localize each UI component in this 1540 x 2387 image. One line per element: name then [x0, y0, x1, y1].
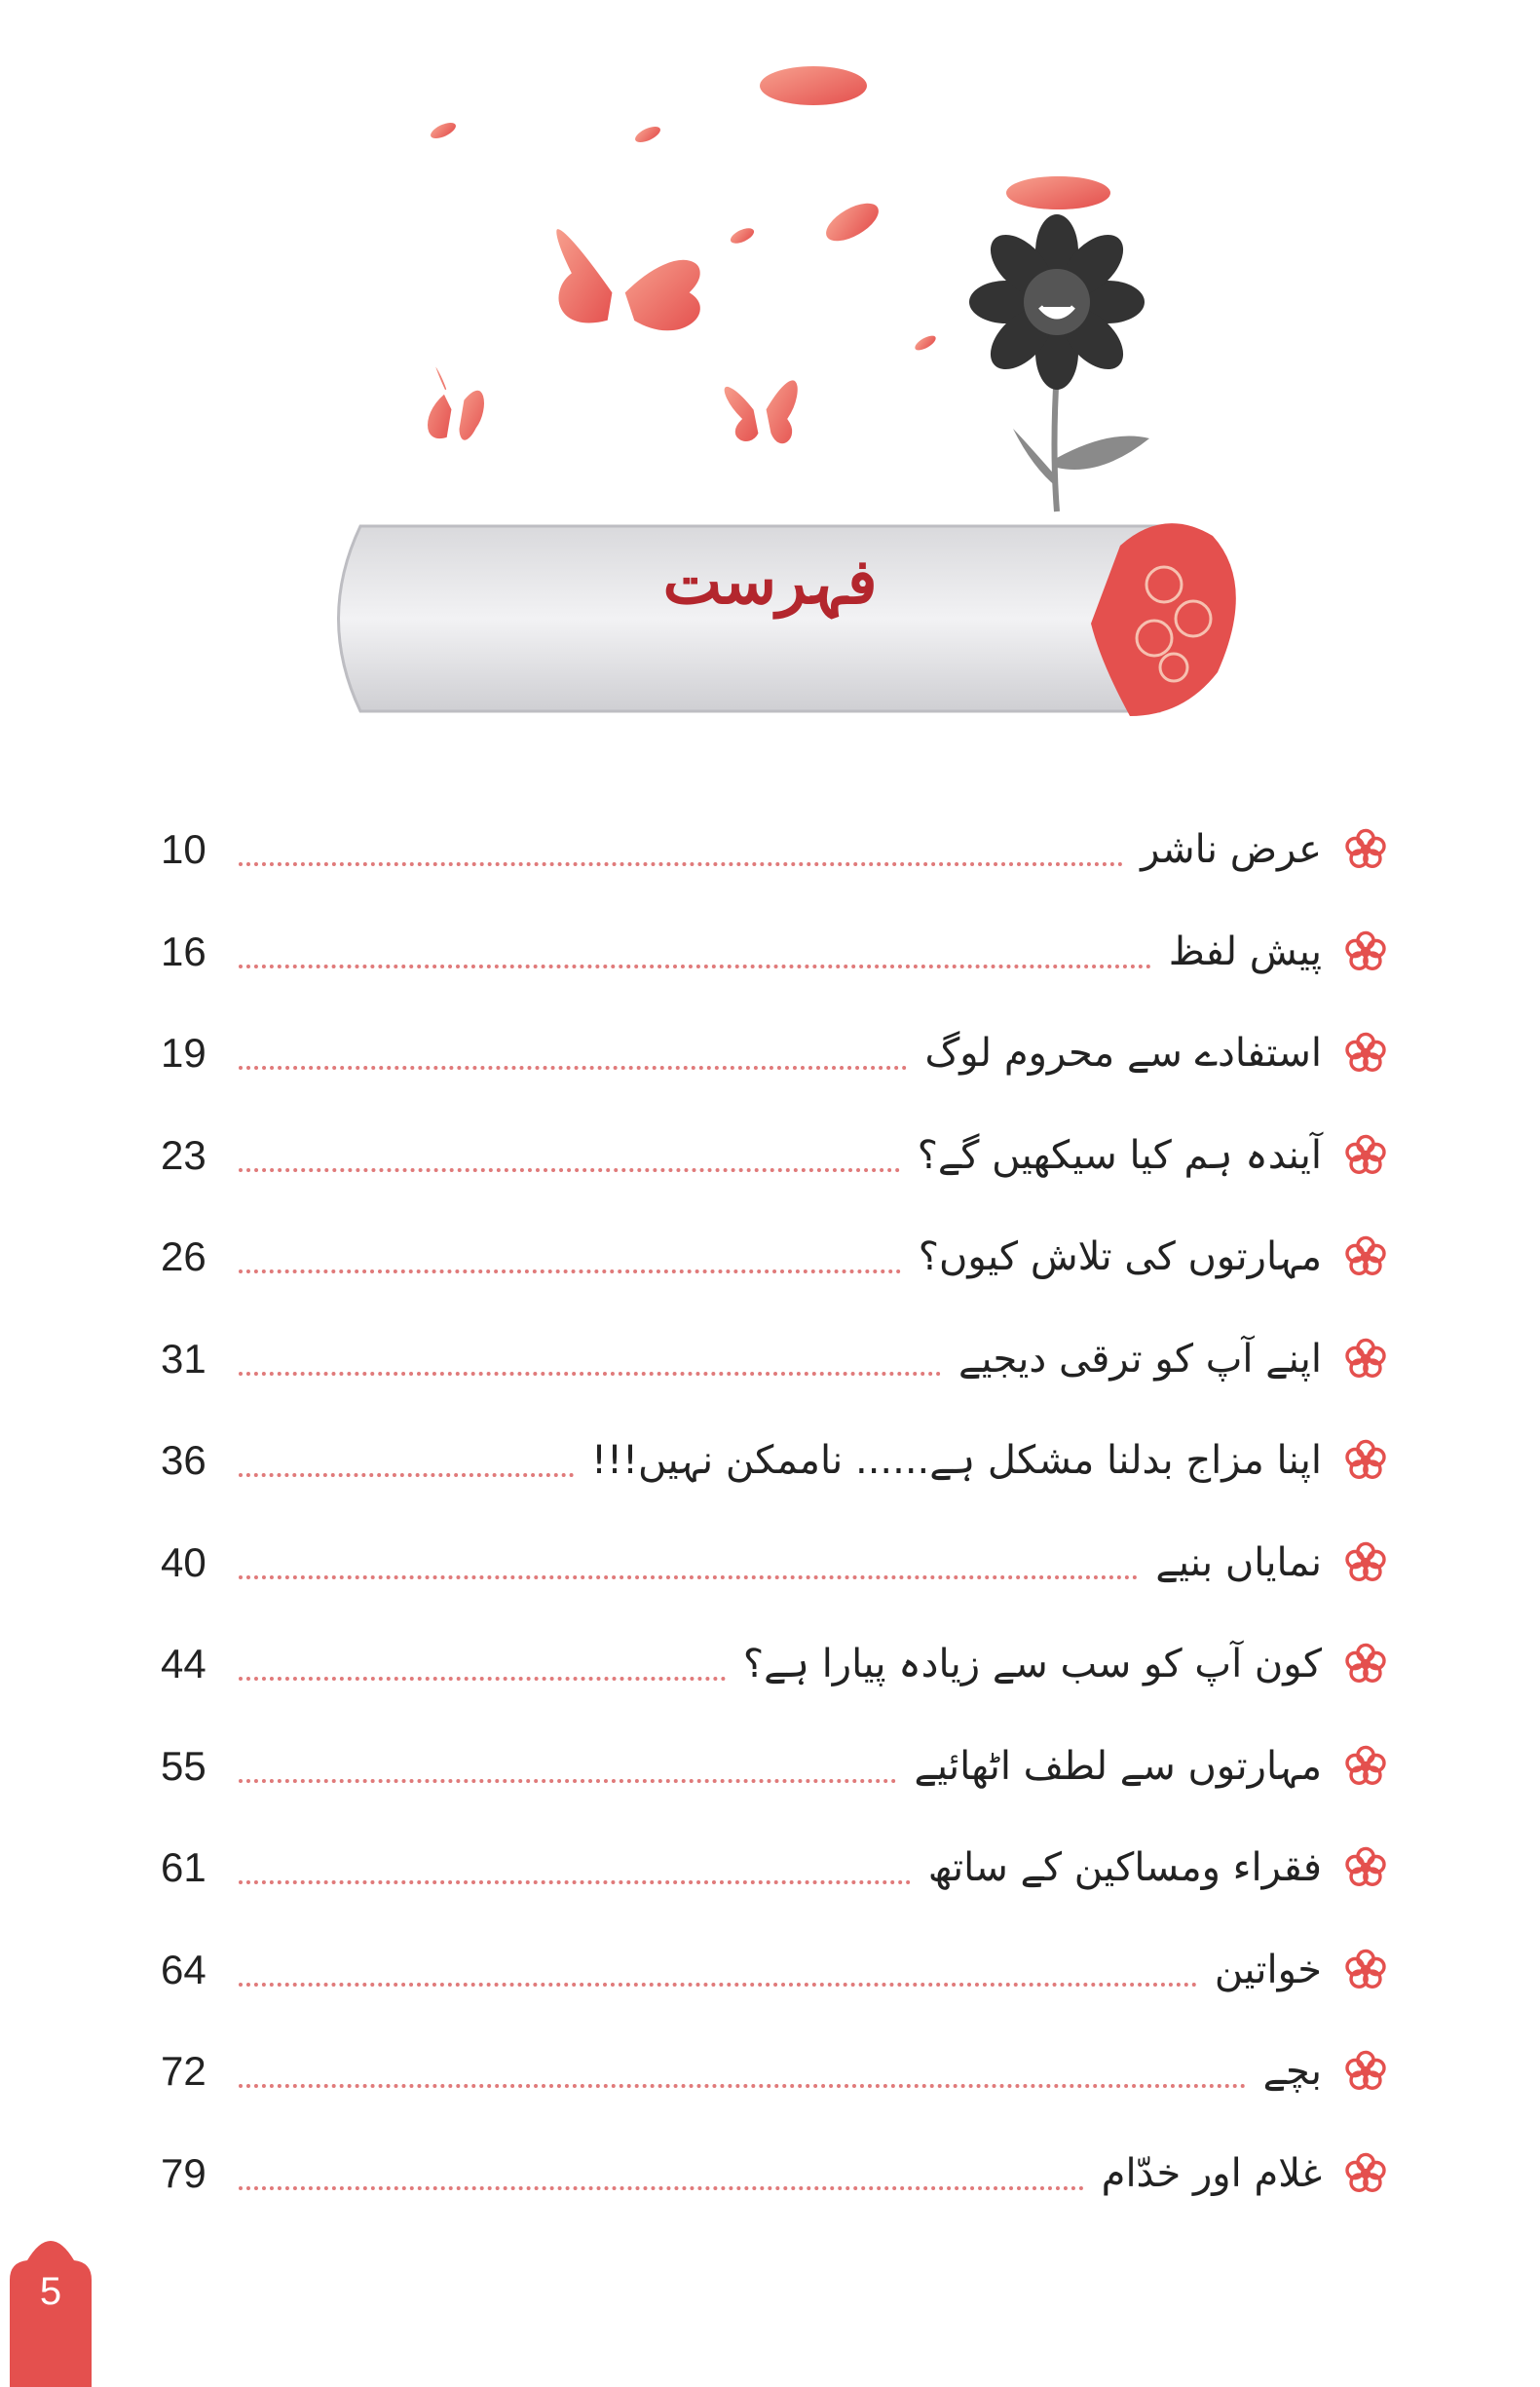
flower-bullet-icon — [1343, 827, 1388, 872]
butterfly-icon — [427, 363, 486, 442]
flower-bullet-icon — [1343, 1133, 1388, 1178]
toc-title: غلام اور خدّام — [1101, 2150, 1322, 2196]
toc-row[interactable] — [161, 1512, 1388, 1614]
dot-leader — [239, 2084, 1246, 2088]
dot-leader — [239, 2186, 1084, 2190]
dot-leader — [239, 1372, 941, 1376]
dot-leader — [239, 1269, 901, 1273]
toc-title: فقراء ومساکین کے ساتھ — [927, 1845, 1322, 1891]
flower-bullet-icon — [1343, 1744, 1388, 1789]
dot-leader — [239, 965, 1151, 968]
toc-title: مہارتوں کی تلاش کیوں؟ — [918, 1234, 1322, 1280]
toc-title: نمایاں بنیے — [1155, 1539, 1322, 1585]
toc-row[interactable] — [161, 2123, 1388, 2225]
page-title: فہرست — [662, 546, 878, 619]
page-number: 5 — [39, 2270, 62, 2313]
flower-bullet-icon — [1343, 1031, 1388, 1076]
toc-row[interactable] — [161, 1105, 1388, 1207]
dot-leader — [239, 1066, 907, 1070]
toc-title: اپنے آپ کو ترقی دیجیے — [958, 1336, 1322, 1382]
flower-bullet-icon — [1343, 1948, 1388, 1992]
toc-row[interactable] — [161, 901, 1388, 1004]
toc-page: 72 — [161, 2048, 207, 2095]
toc-row[interactable] — [161, 1003, 1388, 1105]
toc-page: 61 — [161, 1844, 207, 1891]
flower-bullet-icon — [1343, 1337, 1388, 1382]
toc-page: 10 — [161, 826, 207, 873]
toc-title: آیندہ ہم کیا سیکھیں گے؟ — [917, 1132, 1322, 1178]
toc-page: 36 — [161, 1437, 207, 1484]
toc-page: 79 — [161, 2149, 207, 2196]
flower-bullet-icon — [1343, 1642, 1388, 1686]
toc-title: کون آپ کو سب سے زیادہ پیارا ہے؟ — [742, 1642, 1322, 1687]
toc-row[interactable] — [161, 1410, 1388, 1512]
dot-leader — [239, 1575, 1138, 1579]
dot-leader — [239, 1168, 900, 1172]
butterfly-icon — [723, 379, 799, 445]
toc-title: استفادے سے محروم لوگ — [924, 1031, 1322, 1077]
toc-row[interactable] — [161, 1308, 1388, 1411]
flower-bullet-icon — [1343, 2049, 1388, 2094]
toc-page: 19 — [161, 1030, 207, 1077]
header-illustration — [0, 0, 1540, 740]
toc-title: خواتین — [1214, 1947, 1322, 1992]
toc-page: 55 — [161, 1742, 207, 1789]
toc-page: 16 — [161, 928, 207, 974]
toc-row[interactable] — [161, 1716, 1388, 1818]
dot-leader — [239, 862, 1123, 866]
toc-title: اپنا مزاج بدلنا مشکل ہے...... ناممکن نہیں!!! — [590, 1438, 1322, 1484]
flower-bullet-icon — [1343, 1540, 1388, 1585]
toc-page: 23 — [161, 1131, 207, 1178]
toc-row[interactable] — [161, 2021, 1388, 2123]
toc-row[interactable] — [161, 799, 1388, 901]
toc-page: 26 — [161, 1233, 207, 1280]
dot-leader — [239, 1779, 896, 1783]
flower-bullet-icon — [1343, 929, 1388, 974]
toc-row[interactable] — [161, 1613, 1388, 1716]
toc-page: 64 — [161, 1946, 207, 1992]
toc-row[interactable] — [161, 1817, 1388, 1919]
toc-page: 44 — [161, 1641, 207, 1687]
flower-bullet-icon — [1343, 1438, 1388, 1483]
flower-bullet-icon — [1343, 1234, 1388, 1279]
toc-title: پیش لفظ — [1168, 928, 1322, 974]
flower-bullet-icon — [1343, 2151, 1388, 2196]
dot-leader — [239, 1677, 726, 1681]
toc-title: بچے — [1262, 2049, 1322, 2095]
butterfly-icon — [555, 228, 702, 332]
dot-leader — [239, 1983, 1197, 1987]
toc-title: عرض ناشر — [1141, 827, 1322, 873]
flower-icon — [969, 176, 1149, 512]
toc-page: 40 — [161, 1538, 207, 1585]
dot-leader — [239, 1473, 574, 1477]
dot-leader — [239, 1880, 911, 1884]
toc-title: مہارتوں سے لطف اٹھائیے — [914, 1743, 1322, 1789]
toc-row[interactable] — [161, 1919, 1388, 2022]
flower-bullet-icon — [1343, 1845, 1388, 1890]
toc-row[interactable] — [161, 1206, 1388, 1308]
toc-page: 31 — [161, 1335, 207, 1382]
page-number-tab — [10, 2241, 92, 2387]
table-of-contents — [161, 799, 1388, 2224]
